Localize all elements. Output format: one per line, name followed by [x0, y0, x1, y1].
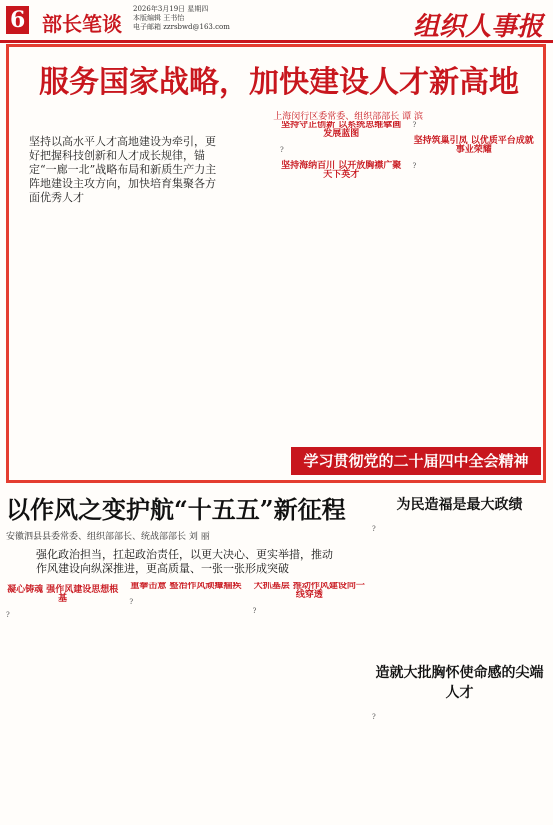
second-author: 安徽泗县县委常委、组织部部长、统战部部长 刘 丽: [6, 532, 210, 542]
featured-heading: 坚持海纳百川 以开放胸襟广聚天下英才: [281, 161, 402, 180]
featured-article: [6, 44, 546, 483]
issue-editor: 本版编辑 王书怡: [133, 14, 185, 22]
featured-author: 上海闵行区委常委、组织部部长 谭 滨: [273, 112, 423, 122]
featured-heading: 坚持守正创新 以系统思维擘画发展蓝图: [281, 121, 402, 139]
issue-email: 电子邮箱 zzrsbwd@163.com: [133, 23, 230, 31]
second-paragraph: ?: [129, 598, 134, 606]
second-heading: 重拳击意 整治作风顽瘴痼疾: [130, 582, 242, 591]
page-header: [0, 0, 553, 43]
right-column: [372, 490, 547, 820]
second-heading: 凝心铸魂 强作风建设思想根基: [7, 585, 119, 604]
featured-lead: 坚持以高水平人才高地建设为牵引，更好把握科技创新和人才成长规律，锚定“一廊一北”战略布局和新质生产力主阵地建设主攻方向，加快培育集聚各方面优秀人才: [29, 135, 217, 204]
promo-banner: [291, 447, 541, 475]
promo-text: 学习贯彻党的二十届四中全会精神: [303, 452, 529, 470]
featured-heading: 坚持筑巢引凤 以优质平台成就事业荣耀: [413, 136, 534, 155]
issue-date: 2026年3月19日 星期四: [133, 5, 209, 13]
second-paragraph: ?: [6, 611, 10, 619]
second-body: [6, 582, 366, 812]
second-lead: 强化政治担当，扛起政治责任，以更大决心、更实举措，推动作风建设向纵深推进，更高质量、一张一张形成突破: [36, 548, 333, 575]
right-title: 造就大批胸怀使命感的尖端人才: [375, 665, 544, 701]
newspaper-logo: 组织人事报: [412, 12, 543, 42]
featured-paragraph: ?: [280, 146, 284, 154]
featured-title: 服务国家战略，加快建设人才新高地: [39, 65, 519, 100]
page-number: 6: [6, 6, 29, 34]
column-name: 部长笔谈: [42, 12, 122, 36]
right-paragraph: ?: [372, 713, 376, 721]
second-heading: 大抓基层 推动作风建设向一线穿透: [253, 582, 365, 600]
right-body: [372, 518, 547, 658]
second-article: [6, 490, 366, 820]
second-paragraph: ?: [252, 607, 257, 615]
featured-body: [15, 121, 535, 451]
right-title: 为民造福是最大政绩: [396, 497, 523, 513]
featured-paragraph: ?: [412, 121, 417, 129]
featured-paragraph: ?: [412, 162, 417, 170]
second-title: 以作风之变护航“十五五”新征程: [6, 495, 346, 524]
issue-meta: [133, 5, 230, 32]
right-paragraph: ?: [372, 525, 376, 533]
right-body: [372, 706, 547, 820]
